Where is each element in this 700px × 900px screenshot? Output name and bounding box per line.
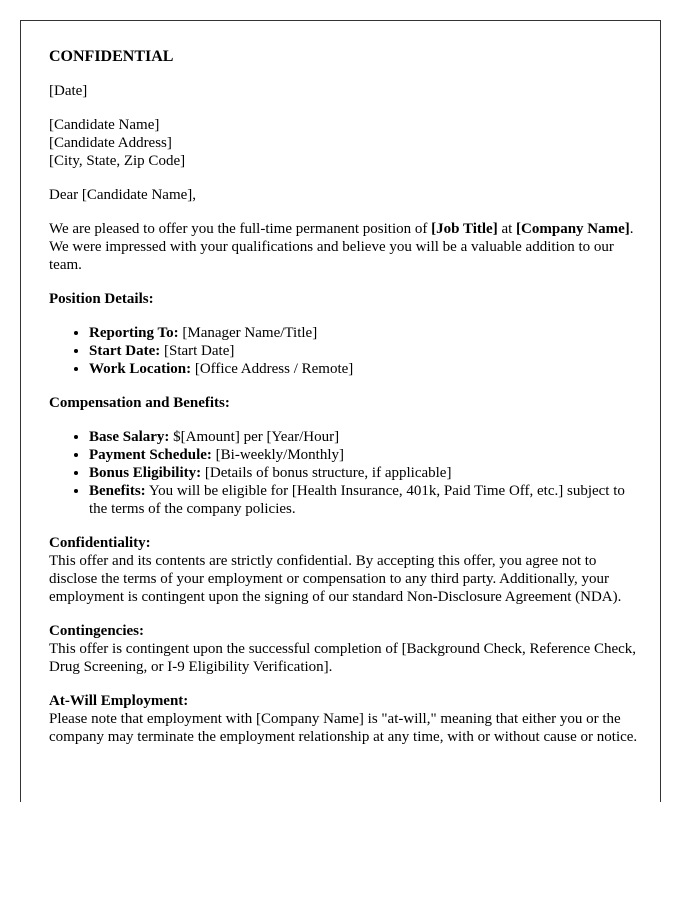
letter-page <box>20 20 661 802</box>
list-item <box>89 360 639 378</box>
position-details-list <box>49 324 639 378</box>
contingencies-text: This offer is contingent upon the successful completion of [Background Check, Reference Check, Drug Screening, or I-9 Eligibility Verification]. <box>49 641 637 675</box>
recipient-address-block <box>49 116 639 170</box>
item-label: Bonus Eligibility: <box>89 465 202 481</box>
company-name-placeholder: [Company Name] <box>516 221 630 237</box>
at-will-text: Please note that employment with [Company Name] is "at-will," meaning that either you or the company may terminate the employment relationship at any time, with or without cause or notice. <box>49 711 638 745</box>
contingencies-section <box>49 622 639 676</box>
intro-paragraph <box>49 220 639 274</box>
compensation-list <box>49 428 639 518</box>
job-title-placeholder: [Job Title] <box>431 221 498 237</box>
intro-text-1: We are pleased to offer you the full-time permanent position of <box>49 221 432 237</box>
list-item <box>89 482 639 518</box>
at-will-section <box>49 692 639 746</box>
item-label: Reporting To: <box>89 325 179 341</box>
item-label: Base Salary: <box>89 429 170 445</box>
at-will-heading: At-Will Employment: <box>49 693 189 709</box>
item-label: Payment Schedule: <box>89 447 212 463</box>
item-value: You will be eligible for [Health Insurance, 401k, Paid Time Off, etc.] subject to the terms of the company policies. <box>89 483 625 517</box>
confidentiality-section <box>49 534 639 606</box>
confidentiality-text: This offer and its contents are strictly confidential. By accepting this offer, you agree not to disclose the terms of your employment or compensation to any third party. Additionally, your employment is contingent upon the signing of our standard Non-Disclosure Agreement (NDA). <box>49 553 622 605</box>
item-value: [Office Address / Remote] <box>191 361 354 377</box>
item-value: [Manager Name/Title] <box>178 325 318 341</box>
intro-text-3: . We were impressed with your qualifications and believe you will be a valuable addition to our team. <box>49 221 634 273</box>
item-label: Work Location: <box>89 361 192 377</box>
item-value: [Details of bonus structure, if applicable] <box>201 465 452 481</box>
intro-text-2: at <box>497 221 517 237</box>
confidential-marking: CONFIDENTIAL <box>49 48 174 65</box>
item-label: Start Date: <box>89 343 161 359</box>
recipient-name: [Candidate Name] <box>49 117 160 133</box>
list-item <box>89 342 639 360</box>
letter-body <box>49 48 639 762</box>
item-value: [Bi-weekly/Monthly] <box>211 447 344 463</box>
item-value: [Start Date] <box>160 343 235 359</box>
list-item <box>89 464 639 482</box>
compensation-heading: Compensation and Benefits: <box>49 395 230 411</box>
salutation: Dear [Candidate Name], <box>49 187 197 203</box>
list-item <box>89 428 639 446</box>
letter-date: [Date] <box>49 83 88 99</box>
list-item <box>89 324 639 342</box>
recipient-address: [Candidate Address] <box>49 135 172 151</box>
contingencies-heading: Contingencies: <box>49 623 144 639</box>
position-details-heading: Position Details: <box>49 291 154 307</box>
list-item <box>89 446 639 464</box>
item-value: $[Amount] per [Year/Hour] <box>169 429 340 445</box>
confidentiality-heading: Confidentiality: <box>49 535 151 551</box>
item-label: Benefits: <box>89 483 146 499</box>
recipient-city: [City, State, Zip Code] <box>49 153 186 169</box>
